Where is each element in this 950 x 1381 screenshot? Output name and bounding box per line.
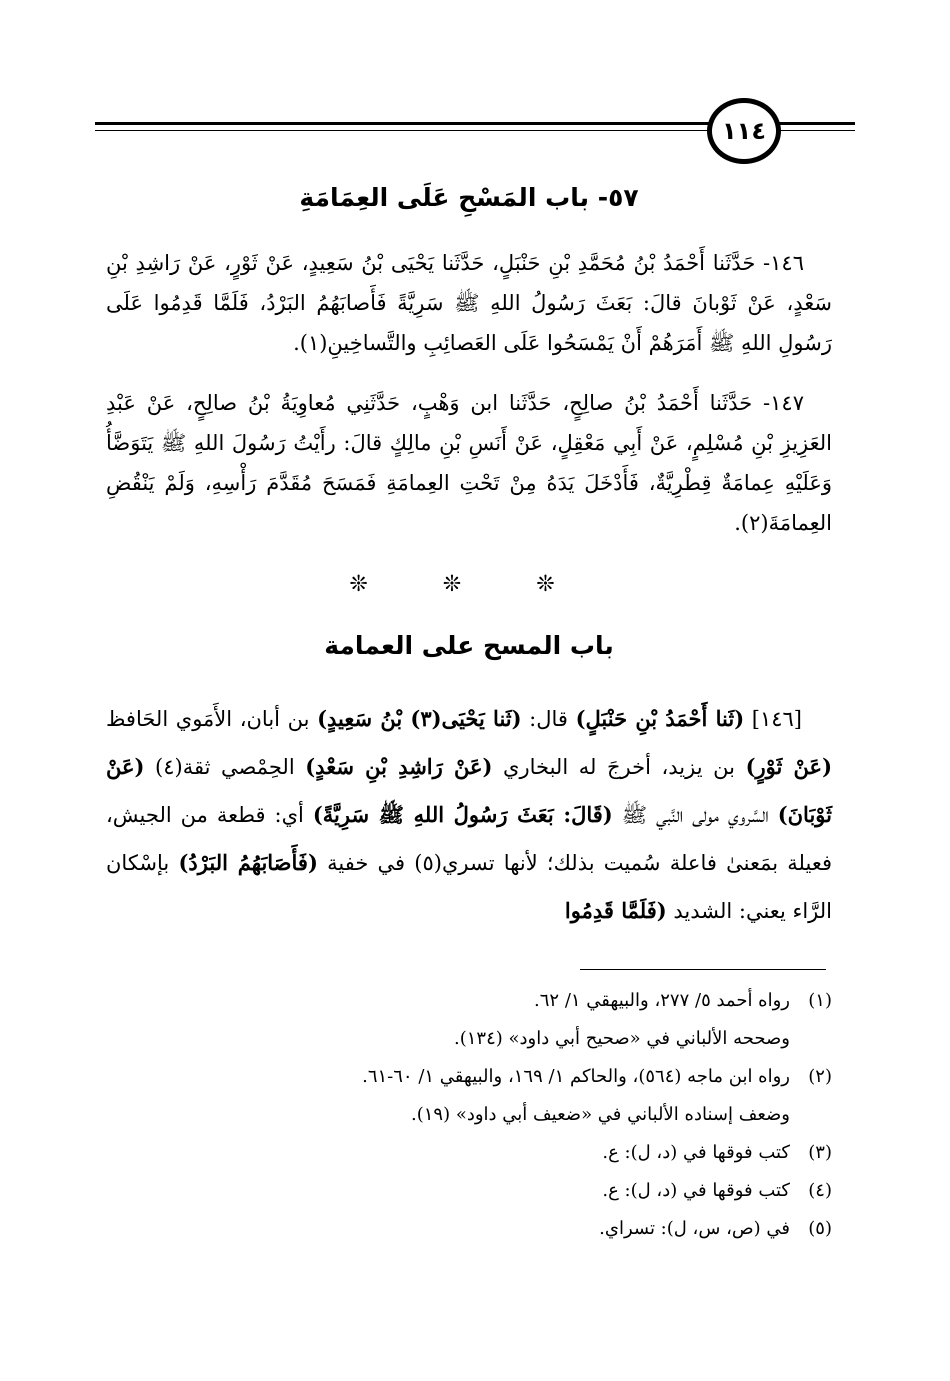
footnote-text: رواه أحمد ٥/ ٢٧٧، والبيهقي ١/ ٦٢. [534,990,790,1011]
footnote [160,1134,832,1172]
commentary-text: بن أبان، الأَمَوي الحَافظ [106,707,318,731]
chapter-title: ٥٧- باب المَسْحِ عَلَى العِمَامَةِ [299,183,639,212]
footnote-separator [580,969,826,970]
footnote [160,1020,832,1058]
commentary-quoted-text: (عَنْ ثَوْبَانَ) [106,754,832,827]
commentary-quoted-text: (عَنْ ثَوْرٍ) [745,754,832,779]
footnote-text: في (ص، س، ل): تسراي. [599,1218,790,1239]
footnote-number: (٥) [808,1218,832,1239]
section-title: باب المسح على العمامة [324,631,614,660]
footnote-number: (٣) [808,1142,832,1163]
commentary-paragraph [106,695,832,935]
hadith-147: ١٤٧- حَدَّثَنا أَحْمَدُ بْنُ صالِحٍ، حَدَّثَنا ابن وَهْبٍ، حَدَّثَنِي مُعاوِيَةُ بْنُ صالِحٍ، عَنْ عَبْدِ العَزِيزِ بْنِ مُسْلِمٍ، عَنْ أَبِي مَعْقِلٍ، عَنْ أَنَسِ بْنِ مالِكٍ قالَ: رأَيْتُ رَسُولَ اللهِ ﷺ يَتَوَضَّأُ وَعَلَيْهِ عِمامَةٌ قِطْرِيَّةٌ، فَأَدْخَلَ يَدَهُ مِنْ تَحْتِ العِمامَةِ فَمَسَحَ مُقَدَّمَ رَأْسِهِ، وَلَمْ يَنْقُضِ العِمامَةَ(٢). [106,391,832,535]
footnote-text: وصححه الألباني في «صحيح أبي داود» (١٣٤). [454,1028,790,1049]
commentary-quoted-text: (ثَنا أَحْمَدُ بْنِ حَنْبَلٍ) [575,706,745,731]
footnote [160,1058,832,1096]
hadith-146: ١٤٦- حَدَّثَنا أَحْمَدُ بْنُ مُحَمَّدِ بْنِ حَنْبَلٍ، حَدَّثَنا يَحْيَى بْنُ سَعِيدٍ، عَنْ ثَوْرٍ، عَنْ رَاشِدِ بْنِ سَعْدٍ، عَنْ ثَوْبانَ قالَ: بَعَثَ رَسُولُ اللهِ ﷺ سَرِيَّةً فَأَصابَهُمُ البَرْدُ، فَلَمَّا قَدِمُوا عَلَى رَسُولِ اللهِ ﷺ أَمَرَهُمْ أَنْ يَمْسَحُوا عَلَى العَصائِبِ والتَّساخِينِ(١). [106,251,832,355]
commentary-text: السَّروي مولى النَّبي ﷺ [612,803,778,827]
commentary-quoted-text: (عَنْ رَاشِدِ بْنِ سَعْدٍ) [305,754,493,779]
page-number: ١١٤ [707,98,781,164]
commentary-quoted-text: (ثَنا يَحْيَى(٣) بْنُ سَعِيدٍ) [317,706,522,731]
footnote [160,982,832,1020]
commentary-quoted-text: (فَلَمَّا قَدِمُوا [564,898,667,923]
commentary-text: قال: [521,707,576,731]
commentary-text: الحِمْصي ثقة(٤) [144,755,306,779]
commentary-text: [١٤٦] [744,707,802,731]
footnote [160,1210,832,1248]
footnote-text: وضعف إسناده الألباني في «ضعيف أبي داود» (١٩). [411,1104,790,1125]
commentary-text: بإسْكان الرَّاء يعني: الشديد [106,851,832,923]
footnotes [160,982,832,1248]
footnote-text: كتب فوقها في (د، ل): ع. [602,1180,790,1201]
commentary-text: أي: قطعة من الجيش، فعيلة بمَعنىٰ فاعلة سُميت بذلك؛ لأنها تسري(٥) في خفية [106,803,832,875]
footnote-number: (٢) [808,1066,832,1087]
footnote-number: (٤) [808,1180,832,1201]
footnote [160,1172,832,1210]
commentary-quoted-text: (قَالَ: بَعَثَ رَسُولُ اللهِ ﷺ سَرِيَّةً) [312,802,613,827]
section-separator: ❊ ❊ ❊ [349,572,589,597]
footnote-text: رواه ابن ماجه (٥٦٤)، والحاكم ١/ ١٦٩، والبيهقي ١/ ٦٠-٦١. [362,1066,790,1087]
footnote-number: (١) [808,990,832,1011]
commentary-text: بن يزيد، أخرجَ له البخاري [492,755,746,779]
page-header [95,95,855,165]
commentary-quoted-text: (فَأَصَابَهُمُ البَرْدُ) [178,850,318,875]
footnote-text: كتب فوقها في (د، ل): ع. [602,1142,790,1163]
footnote [160,1096,832,1134]
